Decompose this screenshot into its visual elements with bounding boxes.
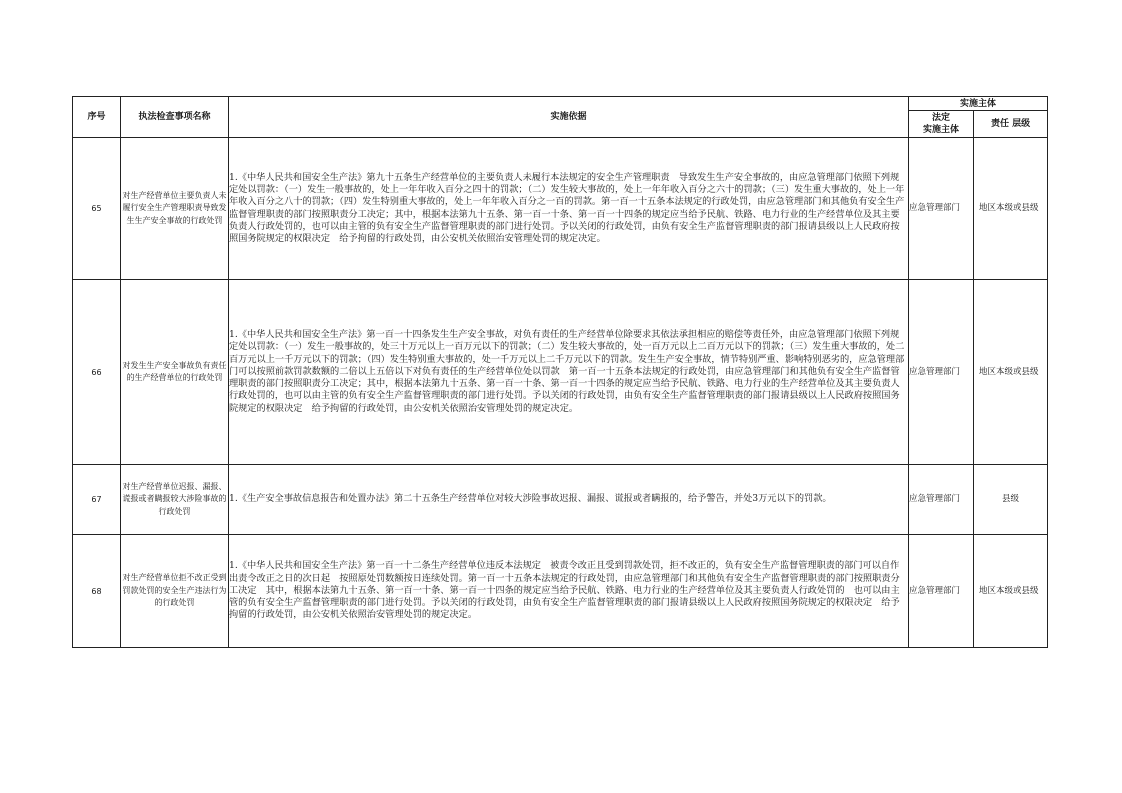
row-item-name: 对生产经营单位迟报、漏报、谎报或者瞒报较大涉险事故的行政处罚 bbox=[121, 465, 229, 535]
row-basis: 1.《中华人民共和国安全生产法》第九十五条生产经营单位的主要负责人未履行本法规定的安全生产管理职责 导致发生生产安全事故的，由应急管理部门依照下列规定处以罚款：（一）发生一般事故的，处上一年年收入百分之四十的罚款；（二）发生较大事故的，处上一年年收入百分之六十的罚款；（三）发生重大事故的，处上一年年收入百分之八十的罚款；（四）发生特别重大事故的，处上一年年收入百分之一百的罚款。第一百一十五条本法规定的行政处罚，由应急管理部门和其他负有安全生产监督管理职责的部门按照职责分工决定；其中，根据本法第九十五条、第一百一十条、第一百一十四条的规定应当给予民航、铁路、电力行业的生产经营单位及其主要负责人行政处罚的，也可以由主管的负有安全生产监督管理职责的部门进行处罚。予以关闭的行政处罚，由负有安全生产监督管理职责的部门报请县级以上人民政府按照国务院规定的权限决定 给予拘留的行政处罚，由公安机关依照治安管理处罚的规定决定。 bbox=[229, 138, 909, 280]
header-responsibility-level: 责任 层级 bbox=[974, 111, 1048, 138]
table-row bbox=[73, 535, 1048, 648]
row-basis: 1.《生产安全事故信息报告和处置办法》第二十五条生产经营单位对较大涉险事故迟报、漏报、谎报或者瞒报的，给予警告，并处3万元以下的罚款。 bbox=[229, 465, 909, 535]
row-no: 66 bbox=[73, 280, 121, 465]
header-implementing-body: 实施主体 bbox=[909, 97, 1048, 111]
row-level: 地区本级或县级 bbox=[974, 280, 1048, 465]
row-no: 67 bbox=[73, 465, 121, 535]
table-header bbox=[73, 97, 1048, 138]
header-item-name: 执法检查事项名称 bbox=[121, 97, 229, 138]
row-subject: 应急管理部门 bbox=[909, 535, 974, 648]
row-level: 地区本级或县级 bbox=[974, 535, 1048, 648]
row-item-name: 对生产经营单位主要负责人未履行安全生产管理职责导致发生生产安全事故的行政处罚 bbox=[121, 138, 229, 280]
header-legal-subject: 法定 实施主体 bbox=[909, 111, 974, 138]
row-item-name: 对生产经营单位拒不改正受到罚款处罚的安全生产违法行为的行政处罚 bbox=[121, 535, 229, 648]
row-subject: 应急管理部门 bbox=[909, 138, 974, 280]
row-level: 地区本级或县级 bbox=[974, 138, 1048, 280]
table-row bbox=[73, 280, 1048, 465]
header-no: 序号 bbox=[73, 97, 121, 138]
row-basis: 1.《中华人民共和国安全生产法》第一百一十四条发生生产安全事故，对负有责任的生产经营单位除要求其依法承担相应的赔偿等责任外，由应急管理部门依照下列规定处以罚款：（一）发生一般事故的，处三十万元以上一百万元以下的罚款；（二）发生较大事故的，处一百万元以上二百万元以下的罚款；（三）发生重大事故的，处二百万元以上一千万元以下的罚款；（四）发生特别重大事故的，处一千万元以上二千万元以下的罚款。发生生产安全事故，情节特别严重、影响特别恶劣的，应急管理部门可以按照前款罚款数额的二倍以上五倍以下对负有责任的生产经营单位处以罚款 第一百一十五条本法规定的行政处罚，由应急管理部门和其他负有安全生产监督管理职责的部门按照职责分工决定；其中，根据本法第九十五条、第一百一十条、第一百一十四条的规定应当给予民航、铁路、电力行业的生产经营单位及其主要负责人行政处罚的，也可以由主管的负有安全生产监督管理职责的部门进行处罚。予以关闭的行政处罚，由负有安全生产监督管理职责的部门报请县级以上人民政府按照国务院规定的权限决定 给予拘留的行政处罚，由公安机关依照治安管理处罚的规定决定。 bbox=[229, 280, 909, 465]
row-level: 县级 bbox=[974, 465, 1048, 535]
row-subject: 应急管理部门 bbox=[909, 280, 974, 465]
table-row bbox=[73, 465, 1048, 535]
row-no: 65 bbox=[73, 138, 121, 280]
row-item-name: 对发生生产安全事故负有责任的生产经营单位的行政处罚 bbox=[121, 280, 229, 465]
enforcement-table bbox=[72, 96, 1048, 648]
table-row bbox=[73, 138, 1048, 280]
table-body bbox=[73, 138, 1048, 648]
header-basis: 实施依据 bbox=[229, 97, 909, 138]
row-basis: 1.《中华人民共和国安全生产法》第一百一十二条生产经营单位违反本法规定 被责令改正且受到罚款处罚，拒不改正的，负有安全生产监督管理职责的部门可以自作出责令改正之日的次日起 按照原处罚数额按日连续处罚。第一百一十五条本法规定的行政处罚，由应急管理部门和其他负有安全生产监督管理职责的部门按照职责分工决定 其中，根据本法第九十五条、第一百一十条、第一百一十四条的规定应当给予民航、铁路、电力行业的生产经营单位及其主要负责人行政处罚的 也可以由主管的负有安全生产监督管理职责的部门进行处罚。予以关闭的行政处罚，由负有安全生产监督管理职责的部门报请县级以上人民政府按照国务院规定的权限决定 给予拘留的行政处罚，由公安机关依照治安管理处罚的规定决定。 bbox=[229, 535, 909, 648]
row-subject: 应急管理部门 bbox=[909, 465, 974, 535]
row-no: 68 bbox=[73, 535, 121, 648]
